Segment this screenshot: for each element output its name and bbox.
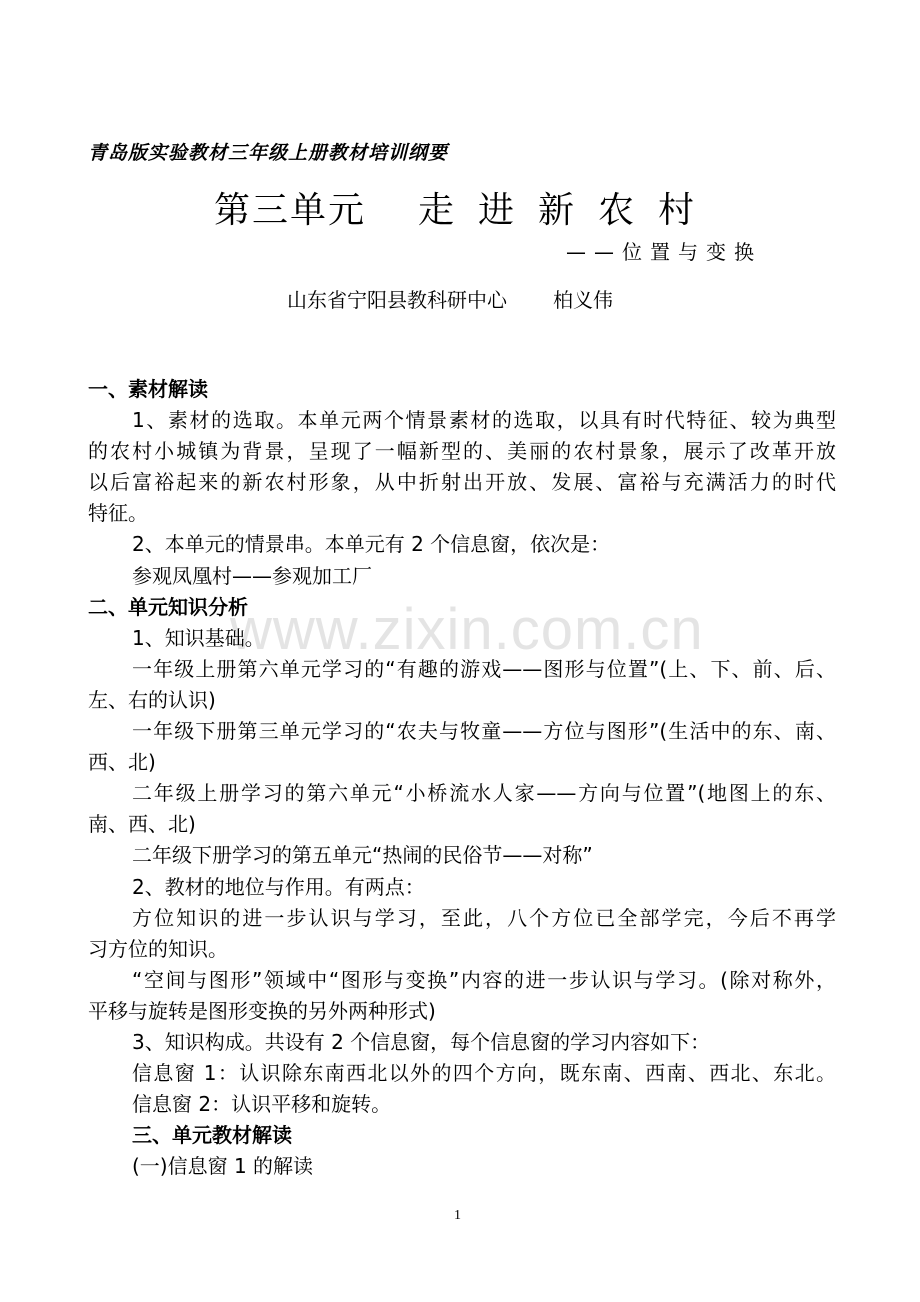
- doc-series-header: 青岛版实验教材三年级上册教材培训纲要: [88, 142, 449, 164]
- paragraph-line: 二年级上册学习的第六单元“小桥流水人家——方向与位置”(地图上的东、: [132, 781, 836, 806]
- author-line: [287, 284, 613, 313]
- paragraph-line: 信息窗 1：认识除东南西北以外的四个方向，既东南、西南、西北、东北。: [132, 1061, 836, 1086]
- paragraph-line: 二年级下册学习的第五单元“热闹的民俗节——对称”: [132, 843, 593, 868]
- paragraph-line: 2、本单元的情景串。本单元有 2 个信息窗，依次是：: [132, 532, 611, 557]
- paragraph-line: 1、素材的选取。本单元两个情景素材的选取，以具有时代特征、较为典型: [132, 408, 836, 433]
- section-heading-2: 二、单元知识分析: [88, 594, 248, 619]
- section-heading-1: 一、素材解读: [88, 377, 208, 401]
- paragraph-line: 特征。: [88, 501, 148, 526]
- paragraph-line: 3、知识构成。共设有 2 个信息窗，每个信息窗的学习内容如下：: [132, 1029, 711, 1054]
- paragraph-line: 方位知识的进一步认识与学习，至此，八个方位已全部学完，今后不再学: [132, 905, 836, 930]
- paragraph-line: (一)信息窗 1 的解读: [132, 1154, 314, 1179]
- paragraph-line: 以后富裕起来的新农村形象，从中折射出开放、发展、富裕与充满活力的时代: [88, 470, 836, 495]
- section-heading-3: 三、单元教材解读: [132, 1123, 292, 1148]
- page-number: 1: [454, 1208, 461, 1223]
- document-body: [88, 374, 836, 1182]
- paragraph-line: 2、教材的地位与作用。有两点：: [132, 874, 425, 899]
- unit-theme: 走进新农村: [418, 190, 719, 231]
- paragraph-line: “空间与图形”领域中“图形与变换”内容的进一步认识与学习。(除对称外，: [132, 967, 836, 992]
- paragraph-line: 一年级下册第三单元学习的“农夫与牧童——方位与图形”(生活中的东、南、: [132, 719, 836, 744]
- paragraph-line: 平移与旋转是图形变换的另外两种形式): [88, 998, 436, 1023]
- paragraph-line: 1、知识基础。: [132, 625, 265, 650]
- paragraph-line: 西、北): [88, 750, 156, 775]
- author-name: 柏义伟: [553, 288, 613, 312]
- unit-subtitle: ——位置与变换: [566, 240, 762, 264]
- unit-title: [214, 182, 718, 233]
- paragraph-line: 参观凤凰村——参观加工厂: [132, 563, 372, 588]
- paragraph-line: 信息窗 2：认识平移和旋转。: [132, 1092, 392, 1117]
- paragraph-line: 南、西、北): [88, 812, 196, 837]
- paragraph-line: 左、右的认识): [88, 687, 216, 712]
- paragraph-line: 一年级上册第六单元学习的“有趣的游戏——图形与位置”(上、下、前、后、: [132, 656, 836, 681]
- paragraph-line: 习方位的知识。: [88, 936, 228, 961]
- watermark: www.zixin.com.cn: [230, 597, 704, 662]
- author-organization: 山东省宁阳县教科研中心: [287, 288, 507, 312]
- paragraph-line: 的农村小城镇为背景，呈现了一幅新型的、美丽的农村景象，展示了改革开放: [88, 439, 836, 464]
- unit-number: 第三单元: [214, 190, 367, 231]
